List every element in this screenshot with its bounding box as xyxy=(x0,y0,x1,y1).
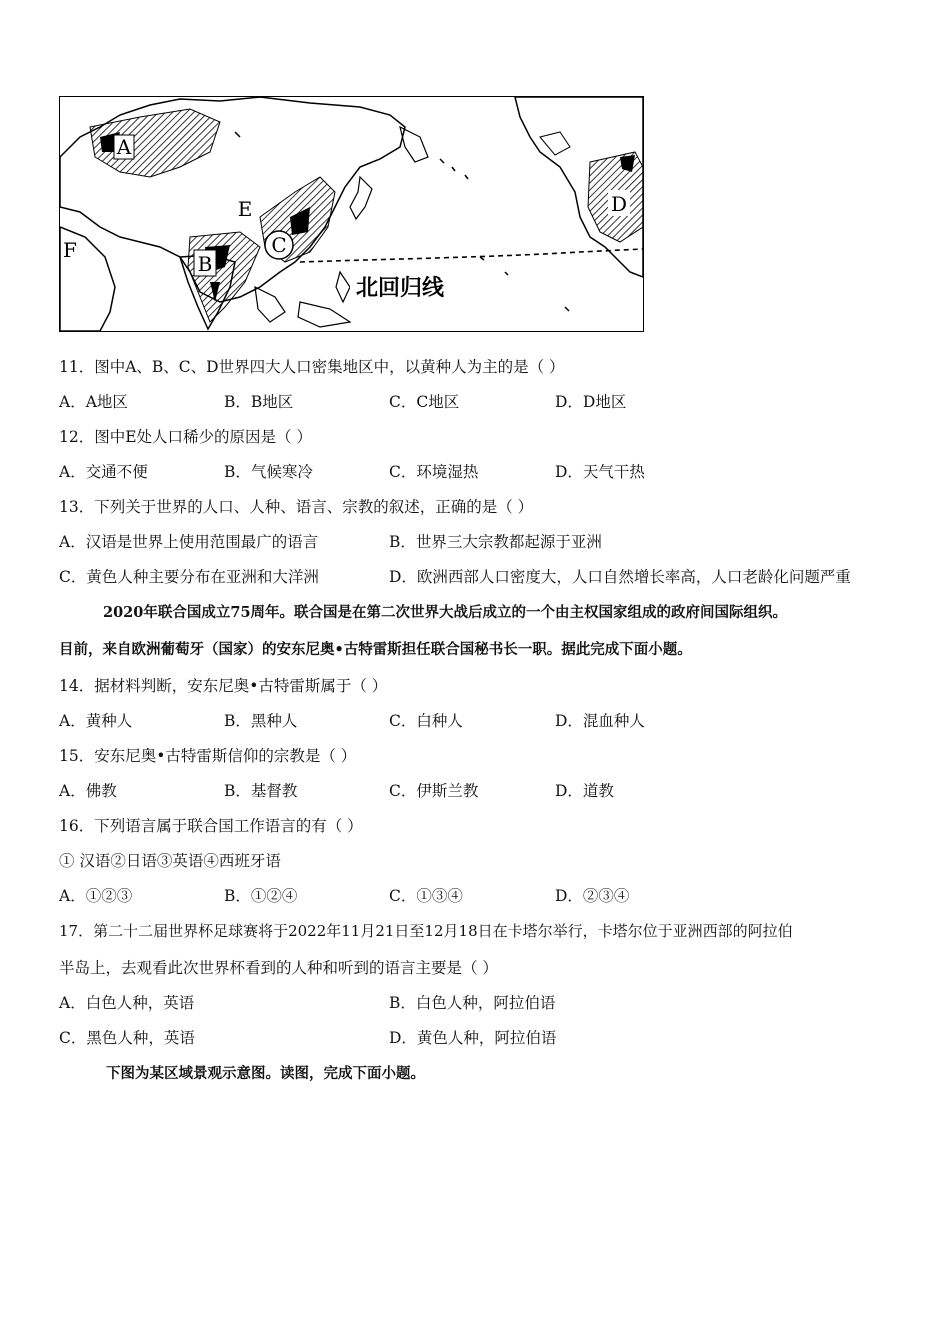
q13-option-b: B．世界三大宗教都起源于亚洲 xyxy=(389,533,602,551)
q13-option-c: C．黄色人种主要分布在亚洲和大洋洲 xyxy=(59,568,319,586)
q13-option-d: D．欧洲西部人口密度大，人口自然增长率高，人口老龄化问题严重 xyxy=(389,568,851,586)
q11-stem: 11．图中A、B、C、D世界四大人口密集地区中，以黄种人为主的是（ ） xyxy=(59,358,565,376)
label-d xyxy=(608,190,630,216)
q15-option-b: B．基督教 xyxy=(224,782,298,800)
q11-option-b: B．B地区 xyxy=(224,393,294,411)
q15-option-c: C．伊斯兰教 xyxy=(389,782,479,800)
q12-stem: 12．图中E处人口稀少的原因是（ ） xyxy=(59,428,312,446)
svg-text:B: B xyxy=(197,252,213,276)
label-b xyxy=(194,250,216,276)
svg-text:A: A xyxy=(116,135,132,159)
q12-option-a: A．交通不便 xyxy=(59,463,148,481)
label-e xyxy=(236,197,254,221)
tropic-of-cancer-line xyxy=(300,249,643,262)
q17-stem-line1: 17．第二十二届世界杯足球赛将于2022年11月21日至12月18日在卡塔尔举行，卡塔尔位于亚洲西部的阿拉伯 xyxy=(59,922,793,940)
q16-stem: 16．下列语言属于联合国工作语言的有（ ） xyxy=(59,817,363,835)
q17-option-d: D．黄色人种，阿拉伯语 xyxy=(389,1029,557,1047)
q11-option-a: A．A地区 xyxy=(59,393,128,411)
q15-stem: 15．安东尼奥•古特雷斯信仰的宗教是（ ） xyxy=(59,747,357,765)
svg-text:F: F xyxy=(63,238,77,262)
world-map-figure xyxy=(60,97,643,331)
passage1-line2: 目前，来自欧洲葡萄牙（国家）的安东尼奥•古特雷斯担任联合国秘书长一职。据此完成下面小题。 xyxy=(59,641,692,658)
q13-stem: 13．下列关于世界的人口、人种、语言、宗教的叙述，正确的是（ ） xyxy=(59,498,534,516)
svg-text:C: C xyxy=(271,233,287,257)
q16-option-d: D．②③④ xyxy=(555,887,630,905)
q11-option-c: C．C地区 xyxy=(389,393,460,411)
q16-option-c: C．①③④ xyxy=(389,887,463,905)
q17-stem-line2: 半岛上，去观看此次世界杯看到的人种和听到的语言主要是（ ） xyxy=(59,959,498,977)
q14-option-c: C．白种人 xyxy=(389,712,463,730)
q16-option-a: A．①②③ xyxy=(59,887,133,905)
passage1-line1: 2020年联合国成立75周年。联合国是在第二次世界大战后成立的一个由主权国家组成的政府间国际组织。 xyxy=(103,604,788,621)
label-f xyxy=(63,238,77,262)
label-a xyxy=(114,135,134,159)
q16-choices: ① 汉语②日语③英语④西班牙语 xyxy=(59,852,281,870)
q14-option-d: D．混血种人 xyxy=(555,712,645,730)
population-map xyxy=(59,96,644,332)
svg-text:D: D xyxy=(610,192,628,216)
q17-option-a: A．白色人种，英语 xyxy=(59,994,195,1012)
q15-option-d: D．道教 xyxy=(555,782,614,800)
label-c xyxy=(265,231,293,259)
q12-option-d: D．天气干热 xyxy=(555,463,645,481)
q14-option-b: B．黑种人 xyxy=(224,712,298,730)
tropic-label xyxy=(350,269,450,301)
svg-text:E: E xyxy=(237,197,253,221)
q12-option-b: B．气候寒冷 xyxy=(224,463,313,481)
q11-option-d: D．D地区 xyxy=(555,393,627,411)
passage2-line1: 下图为某区域景观示意图。读图，完成下面小题。 xyxy=(106,1065,425,1082)
q16-option-b: B．①②④ xyxy=(224,887,298,905)
q14-stem: 14．据材料判断，安东尼奥•古特雷斯属于（ ） xyxy=(59,677,388,695)
q14-option-a: A．黄种人 xyxy=(59,712,133,730)
svg-text:北回归线: 北回归线 xyxy=(355,276,445,301)
q15-option-a: A．佛教 xyxy=(59,782,117,800)
q17-option-b: B．白色人种，阿拉伯语 xyxy=(389,994,556,1012)
q13-option-a: A．汉语是世界上使用范围最广的语言 xyxy=(59,533,319,551)
q12-option-c: C．环境湿热 xyxy=(389,463,479,481)
q17-option-c: C．黑色人种，英语 xyxy=(59,1029,195,1047)
